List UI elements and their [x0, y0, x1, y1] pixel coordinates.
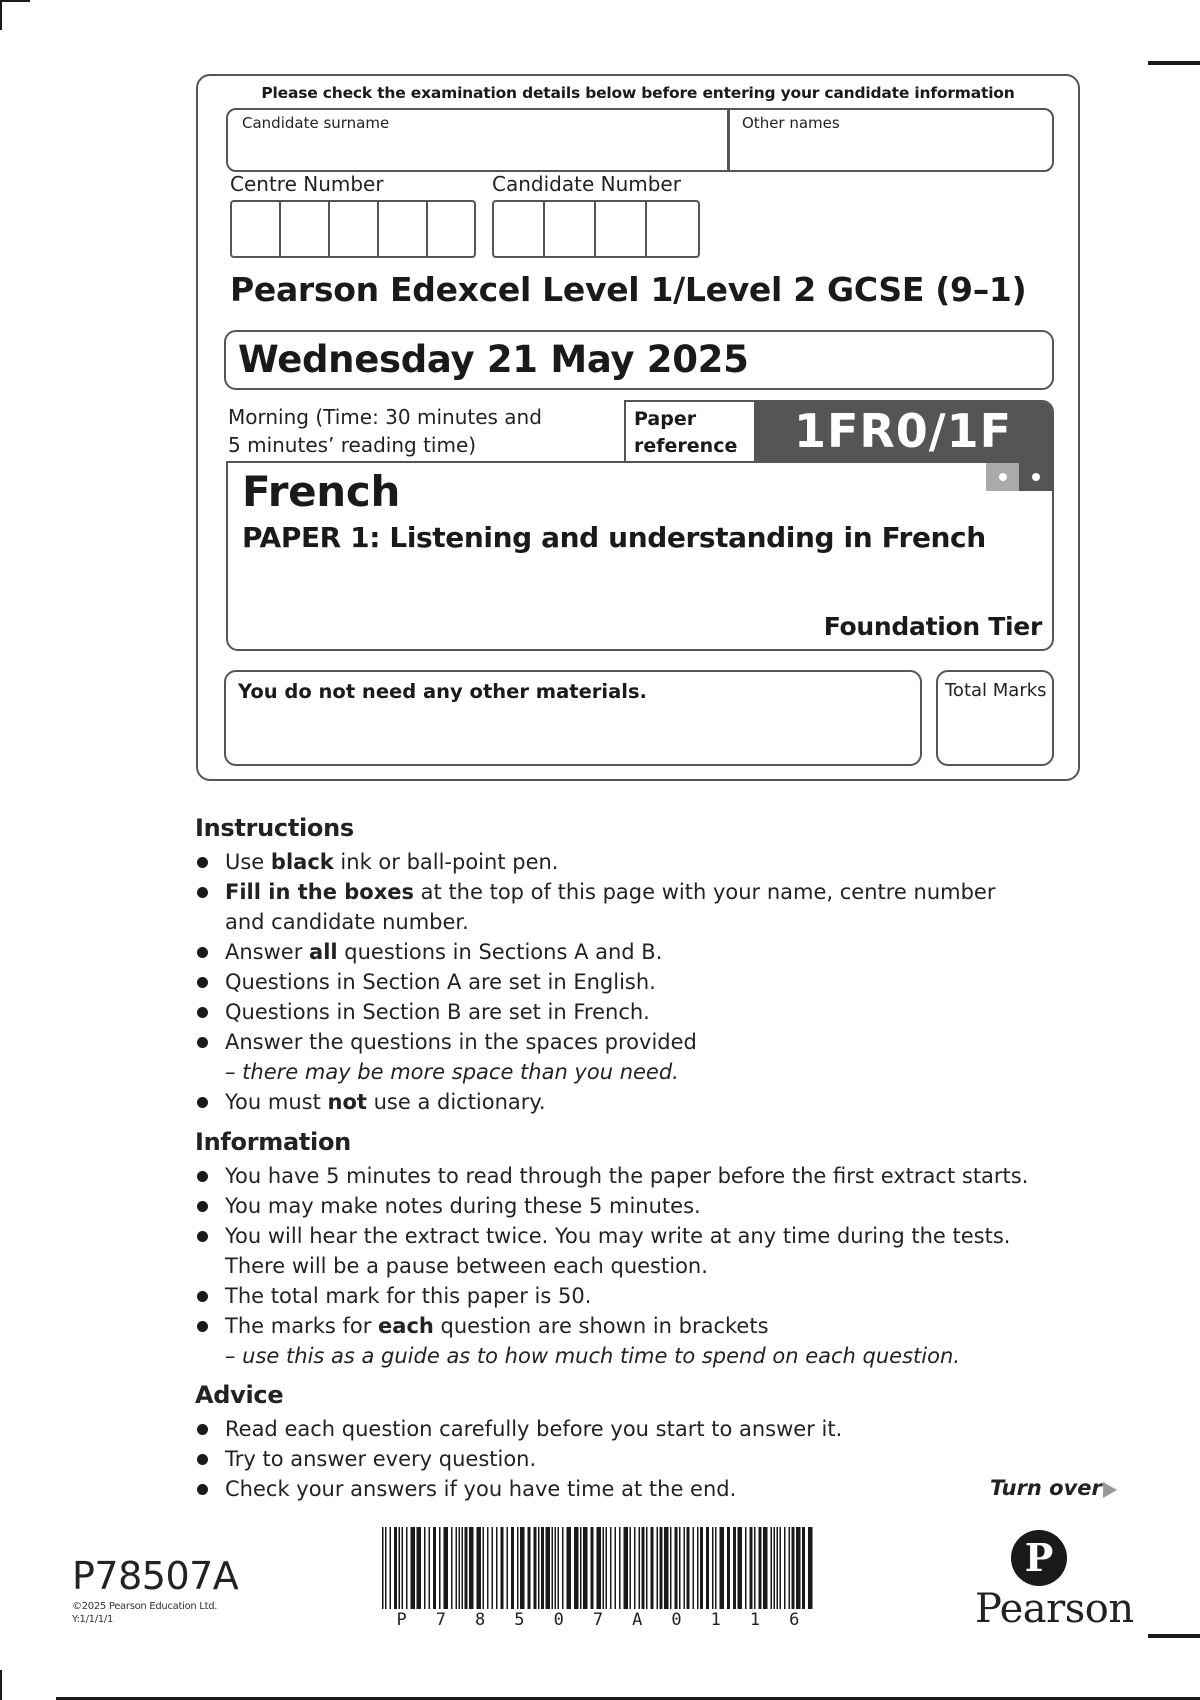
barcode-bar	[657, 1527, 659, 1609]
list-item	[195, 967, 995, 997]
barcode-bar	[624, 1527, 629, 1609]
copyright-line: ©2025 Pearson Education Ltd.	[72, 1601, 218, 1612]
list-item-continuation: There will be a pause between each question.	[225, 1254, 708, 1278]
barcode-bar	[496, 1527, 498, 1609]
list-item-text: You have 5 minutes to read through the paper before the first extract starts.	[225, 1164, 1029, 1188]
barcode-bar	[483, 1527, 485, 1609]
subject-title: French	[242, 467, 401, 516]
list-item-text: The total mark for this paper is 50.	[225, 1284, 592, 1308]
list-item-text: Questions in Section B are set in French.	[225, 1000, 650, 1024]
list-item-text: Answer the questions in the spaces provided	[225, 1030, 697, 1054]
barcode-bar	[406, 1527, 408, 1609]
barcode-bar	[424, 1527, 426, 1609]
barcode-digit: 8	[475, 1610, 486, 1630]
barcode-bar	[706, 1527, 709, 1609]
barcode-bar	[646, 1527, 648, 1609]
barcode-bar	[715, 1527, 717, 1609]
list-item	[195, 877, 995, 937]
pearson-logo-icon	[1011, 1530, 1067, 1586]
list-item-text: Questions in Section A are set in English.	[225, 970, 656, 994]
barcode-bar	[574, 1527, 579, 1609]
barcode-bar	[630, 1527, 632, 1609]
barcode-bar	[492, 1527, 494, 1609]
barcode-bar	[754, 1527, 756, 1609]
barcode-bar	[538, 1527, 540, 1609]
list-item-note: – use this as a guide as to how much time to spend on each question.	[225, 1344, 960, 1368]
barcode-bar	[606, 1527, 608, 1609]
barcode-bar	[507, 1527, 509, 1609]
barcode-bar	[444, 1527, 449, 1609]
crop-mark-top-right	[1148, 61, 1200, 65]
barcode-bar	[763, 1527, 768, 1609]
barcode-bar	[697, 1527, 699, 1609]
barcode-bar	[693, 1527, 695, 1609]
barcode-bar	[382, 1527, 384, 1609]
barcode-digits	[382, 1610, 814, 1630]
barcode-bar	[808, 1527, 813, 1609]
barcode-bar	[759, 1527, 762, 1609]
barcode-bar	[745, 1527, 747, 1609]
barcode-bar	[456, 1527, 458, 1609]
barcode-bar	[534, 1527, 537, 1609]
list-item-text: You will hear the extract twice. You may write at any time during the tests.	[225, 1224, 1011, 1248]
dot-icon	[999, 473, 1007, 481]
crop-mark-bottom-left-v	[0, 1670, 2, 1700]
barcode-bar	[439, 1527, 441, 1609]
barcode-digit: 6	[789, 1610, 800, 1630]
barcode-bar	[642, 1527, 645, 1609]
barcode-bar	[546, 1527, 551, 1609]
barcode-bar	[487, 1527, 489, 1609]
check-details-note: Please check the examination details below before entering your candidate information	[261, 84, 1015, 102]
dot-marker-icon	[986, 463, 1052, 491]
paper-reference-label-line: reference	[634, 435, 738, 457]
list-item	[195, 1414, 842, 1444]
materials-box	[224, 670, 922, 766]
barcode-bar	[700, 1527, 703, 1609]
candidate-details-panel	[196, 74, 1080, 781]
list-item	[195, 937, 995, 967]
emphasis: Fill in the boxes	[225, 880, 414, 904]
list-item-text: You may make notes during these 5 minutes.	[225, 1194, 701, 1218]
pearson-wordmark: Pearson	[975, 1586, 1134, 1632]
barcode-bar	[687, 1527, 690, 1609]
barcode-bar	[774, 1527, 776, 1609]
barcode-digit: 1	[749, 1610, 761, 1630]
barcode-digit: 7	[592, 1610, 604, 1630]
barcode-bar	[552, 1527, 554, 1609]
crop-mark-top-left-v	[0, 0, 2, 30]
other-names-label: Other names	[742, 114, 840, 132]
barcode-bar	[610, 1527, 612, 1609]
paper-reference-label-line: Paper	[634, 408, 697, 430]
barcode-bar	[517, 1527, 519, 1609]
barcode-bar	[733, 1527, 736, 1609]
list-item	[195, 1474, 842, 1504]
barcode-bar	[777, 1527, 779, 1609]
barcode-bar	[670, 1527, 672, 1609]
list-item-note: – there may be more space than you need.	[225, 1060, 679, 1084]
barcode-bar	[451, 1527, 453, 1609]
candidate-surname-field[interactable]	[228, 132, 727, 170]
barcode-bar	[591, 1527, 594, 1609]
list-item-text: Fill in the boxes at the top of this page with your name, centre number	[225, 880, 996, 904]
barcode-bar	[477, 1527, 482, 1609]
barcode-bar	[675, 1527, 678, 1609]
digit-cell[interactable]	[232, 202, 281, 256]
barcode-bar	[501, 1527, 504, 1609]
other-names-field[interactable]	[730, 132, 1052, 170]
barcode-digit: P	[396, 1610, 407, 1630]
candidate-number-label: Candidate Number	[492, 172, 681, 196]
list-item	[195, 1281, 1028, 1311]
crop-mark-top-left-h	[0, 0, 30, 2]
emphasis: not	[327, 1090, 367, 1114]
session-line: Morning (Time: 30 minutes and	[228, 405, 542, 429]
barcode-bar	[712, 1527, 714, 1609]
barcode-bar	[411, 1527, 416, 1609]
digit-cell[interactable]	[545, 202, 596, 256]
barcode-digit: 5	[514, 1610, 525, 1630]
list-item	[195, 847, 995, 877]
barcode-bar	[465, 1527, 468, 1609]
barcode-bar	[792, 1527, 795, 1609]
copyright	[72, 1600, 217, 1626]
exam-date-box	[224, 330, 1054, 390]
barcode-bar	[462, 1527, 464, 1609]
barcode-bar	[417, 1527, 422, 1609]
list-item	[195, 1161, 1028, 1191]
barcode-bar	[433, 1527, 436, 1609]
paper-reference-label	[634, 406, 737, 460]
barcode	[382, 1527, 814, 1609]
barcode-bar	[634, 1527, 636, 1609]
digit-cell[interactable]	[428, 202, 474, 256]
barcode-bar	[619, 1527, 621, 1609]
barcode-bar	[727, 1527, 730, 1609]
paper-code: P78507A	[72, 1554, 239, 1598]
barcode-bar	[664, 1527, 669, 1609]
candidate-number-field[interactable]	[492, 200, 700, 258]
barcode-bar	[802, 1527, 805, 1609]
list-item-text: You must not use a dictionary.	[225, 1090, 546, 1114]
barcode-bar	[390, 1527, 392, 1609]
barcode-bar	[679, 1527, 681, 1609]
information-heading: Information	[195, 1128, 351, 1156]
pearson-logo-letter: P	[1024, 1535, 1054, 1580]
total-marks-box[interactable]	[936, 670, 1054, 766]
barcode-bar	[429, 1527, 431, 1609]
barcode-bar	[520, 1527, 525, 1609]
barcode-bar	[459, 1527, 461, 1609]
barcode-digit: 0	[671, 1610, 682, 1630]
barcode-bar	[639, 1527, 641, 1609]
list-item	[195, 997, 995, 1027]
list-item-text: Use black ink or ball-point pen.	[225, 850, 559, 874]
barcode-bar	[796, 1527, 801, 1609]
barcode-bar	[399, 1527, 401, 1609]
barcode-bar	[684, 1527, 686, 1609]
barcode-bar	[528, 1527, 531, 1609]
centre-number-label: Centre Number	[230, 172, 384, 196]
barcode-bar	[402, 1527, 404, 1609]
barcode-bar	[567, 1527, 572, 1609]
barcode-bar	[558, 1527, 560, 1609]
list-item	[195, 1087, 995, 1117]
session-line: 5 minutes’ reading time)	[228, 433, 477, 457]
subject-box	[226, 461, 1054, 651]
digit-cell[interactable]	[379, 202, 428, 256]
turn-over-label: Turn over	[990, 1476, 1102, 1500]
barcode-bar	[738, 1527, 743, 1609]
barcode-bar	[597, 1527, 602, 1609]
list-item-text: Try to answer every question.	[225, 1447, 537, 1471]
barcode-bar	[555, 1527, 557, 1609]
barcode-digit: 7	[435, 1610, 447, 1630]
barcode-bar	[720, 1527, 725, 1609]
emphasis: all	[309, 940, 338, 964]
barcode-digit: 0	[553, 1610, 564, 1630]
barcode-bar	[583, 1527, 588, 1609]
candidate-surname-label: Candidate surname	[242, 114, 390, 132]
dot-marker-dark	[1019, 463, 1052, 491]
list-item	[195, 1444, 842, 1474]
barcode-bar	[562, 1527, 564, 1609]
barcode-bar	[651, 1527, 654, 1609]
tier-label: Foundation Tier	[823, 612, 1042, 641]
barcode-bar	[615, 1527, 617, 1609]
crop-mark-bottom-right	[1148, 1634, 1200, 1638]
list-item	[195, 1221, 1028, 1281]
barcode-bar	[780, 1527, 782, 1609]
list-item	[195, 1191, 1028, 1221]
total-marks-label: Total Marks	[945, 680, 1047, 701]
list-item-text: Read each question carefully before you start to answer it.	[225, 1417, 843, 1441]
dot-marker-light	[986, 463, 1019, 491]
digit-cell[interactable]	[494, 202, 545, 256]
emphasis: black	[270, 850, 334, 874]
materials-note: You do not need any other materials.	[238, 680, 647, 703]
barcode-digit: A	[632, 1610, 643, 1630]
paper-reference-box	[624, 400, 1054, 462]
barcode-digit: 1	[710, 1610, 721, 1630]
session-time	[228, 403, 542, 459]
barcode-bar	[394, 1527, 397, 1609]
copyright-line: Y:1/1/1/1	[72, 1614, 114, 1625]
barcode-bar	[469, 1527, 474, 1609]
barcode-bar	[603, 1527, 605, 1609]
list-item	[195, 1027, 995, 1087]
emphasis: each	[378, 1314, 434, 1338]
digit-cell[interactable]	[596, 202, 647, 256]
barcode-bar	[771, 1527, 773, 1609]
list-item-text: Answer all questions in Sections A and B.	[225, 940, 663, 964]
name-fields	[226, 108, 1054, 172]
digit-cell[interactable]	[330, 202, 379, 256]
paper-title: PAPER 1: Listening and understanding in French	[242, 521, 986, 554]
barcode-bar	[580, 1527, 582, 1609]
digit-cell[interactable]	[281, 202, 330, 256]
centre-number-field[interactable]	[230, 200, 476, 258]
play-arrow-icon	[1103, 1482, 1117, 1498]
list-item-text: The marks for each question are shown in brackets	[225, 1314, 769, 1338]
barcode-bar	[660, 1527, 663, 1609]
paper-reference-code: 1FR0/1F	[793, 404, 1013, 458]
barcode-bar	[789, 1527, 791, 1609]
barcode-bar	[385, 1527, 387, 1609]
qualification-title: Pearson Edexcel Level 1/Level 2 GCSE (9–1)	[230, 270, 1027, 309]
barcode-bar	[784, 1527, 786, 1609]
dot-icon	[1032, 473, 1040, 481]
advice-list	[195, 1414, 842, 1504]
list-item-text: Check your answers if you have time at the end.	[225, 1477, 737, 1501]
instructions-heading: Instructions	[195, 814, 354, 842]
barcode-bar	[511, 1527, 514, 1609]
instructions-list	[195, 847, 995, 1117]
advice-heading: Advice	[195, 1381, 284, 1409]
exam-date: Wednesday 21 May 2025	[238, 338, 749, 381]
list-item	[195, 1311, 1028, 1371]
list-item-continuation: and candidate number.	[225, 910, 469, 934]
barcode-bar	[750, 1527, 753, 1609]
digit-cell[interactable]	[647, 202, 698, 256]
paper-reference-code-panel	[754, 402, 1052, 462]
information-list	[195, 1161, 1028, 1371]
barcode-bar	[541, 1527, 544, 1609]
